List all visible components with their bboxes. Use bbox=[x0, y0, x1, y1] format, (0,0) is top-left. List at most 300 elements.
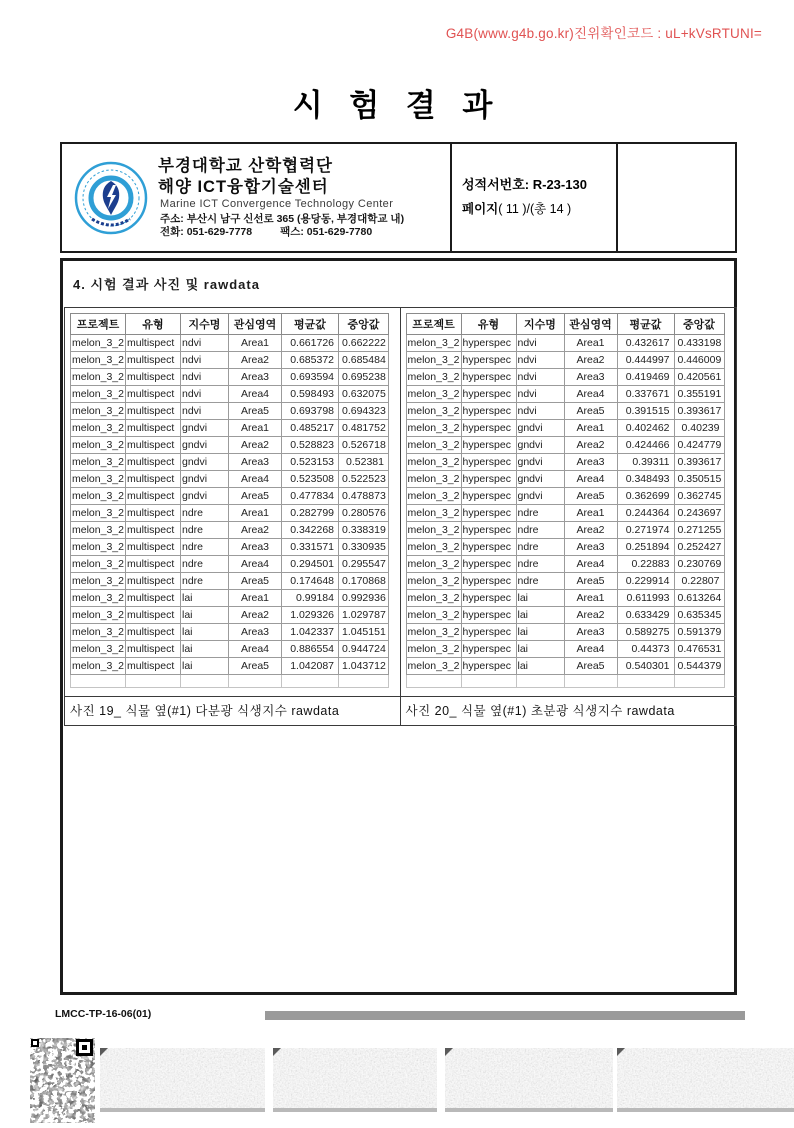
table-cell: 0.243697 bbox=[674, 505, 724, 522]
table-cell: 0.685372 bbox=[282, 352, 339, 369]
table-cell: melon_3_2 bbox=[71, 420, 126, 437]
table-cell: 0.402462 bbox=[617, 420, 674, 437]
table-cell: ndre bbox=[516, 573, 564, 590]
page-label: 페이지 bbox=[462, 202, 499, 216]
university-logo-icon bbox=[74, 161, 148, 235]
results-box bbox=[60, 258, 737, 995]
table-row bbox=[406, 386, 724, 403]
table-cell: ndvi bbox=[516, 369, 564, 386]
table-cell: 0.481752 bbox=[339, 420, 389, 437]
table-row bbox=[406, 573, 724, 590]
table-row bbox=[406, 539, 724, 556]
org-name-en: Marine ICT Convergence Technology Center bbox=[160, 198, 394, 211]
qr-code bbox=[30, 1038, 95, 1123]
table-cell: ndvi bbox=[516, 335, 564, 352]
table-cell: 0.40239 bbox=[674, 420, 724, 437]
table-cell: multispect bbox=[126, 590, 181, 607]
table-cell: 0.598493 bbox=[282, 386, 339, 403]
table-cell: 0.693594 bbox=[282, 369, 339, 386]
table-cell: Area5 bbox=[564, 403, 617, 420]
table-cell: gndvi bbox=[181, 420, 229, 437]
column-header: 평균값 bbox=[282, 314, 339, 335]
column-header: 평균값 bbox=[617, 314, 674, 335]
table-cell: melon_3_2 bbox=[406, 403, 461, 420]
table-row bbox=[71, 539, 389, 556]
table-cell: hyperspec bbox=[461, 573, 516, 590]
table-cell: 0.424466 bbox=[617, 437, 674, 454]
table-cell: 0.694323 bbox=[339, 403, 389, 420]
table-cell: melon_3_2 bbox=[71, 539, 126, 556]
table-cell: ndvi bbox=[181, 352, 229, 369]
table-cell: hyperspec bbox=[461, 607, 516, 624]
multispectral-table-area bbox=[65, 308, 400, 696]
table-cell: hyperspec bbox=[461, 386, 516, 403]
empty-cell bbox=[674, 675, 724, 688]
column-header: 지수명 bbox=[181, 314, 229, 335]
table-cell: ndvi bbox=[181, 403, 229, 420]
table-cell: multispect bbox=[126, 488, 181, 505]
table-cell: multispect bbox=[126, 437, 181, 454]
rawdata-panels bbox=[64, 307, 737, 726]
table-cell: 0.635345 bbox=[674, 607, 724, 624]
table-cell: melon_3_2 bbox=[406, 539, 461, 556]
table-cell: Area2 bbox=[229, 522, 282, 539]
table-cell: 0.271974 bbox=[617, 522, 674, 539]
table-row bbox=[71, 352, 389, 369]
empty-cell bbox=[406, 675, 461, 688]
empty-table-row bbox=[406, 675, 724, 688]
table-cell: 0.294501 bbox=[282, 556, 339, 573]
table-cell: 0.338319 bbox=[339, 522, 389, 539]
table-cell: ndre bbox=[181, 573, 229, 590]
table-cell: gndvi bbox=[181, 471, 229, 488]
table-cell: melon_3_2 bbox=[71, 437, 126, 454]
table-cell: hyperspec bbox=[461, 352, 516, 369]
table-cell: Area4 bbox=[564, 471, 617, 488]
table-row bbox=[406, 369, 724, 386]
report-info-cell bbox=[450, 144, 616, 251]
table-header-row bbox=[406, 314, 724, 335]
table-cell: ndvi bbox=[181, 369, 229, 386]
table-row bbox=[71, 607, 389, 624]
table-row bbox=[71, 556, 389, 573]
table-cell: Area3 bbox=[229, 454, 282, 471]
column-header: 지수명 bbox=[516, 314, 564, 335]
table-cell: 0.632075 bbox=[339, 386, 389, 403]
table-cell: melon_3_2 bbox=[406, 556, 461, 573]
table-cell: melon_3_2 bbox=[71, 590, 126, 607]
table-cell: multispect bbox=[126, 641, 181, 658]
table-cell: Area3 bbox=[229, 624, 282, 641]
barcode-data-block-4 bbox=[617, 1048, 794, 1112]
table-cell: melon_3_2 bbox=[406, 505, 461, 522]
table-cell: 0.685484 bbox=[339, 352, 389, 369]
table-cell: 0.540301 bbox=[617, 658, 674, 675]
table-cell: hyperspec bbox=[461, 522, 516, 539]
letterhead-box bbox=[60, 142, 737, 253]
table-cell: 0.478873 bbox=[339, 488, 389, 505]
table-cell: 0.362745 bbox=[674, 488, 724, 505]
table-row bbox=[71, 488, 389, 505]
table-cell: hyperspec bbox=[461, 505, 516, 522]
barcode-data-block-3 bbox=[445, 1048, 613, 1112]
table-cell: multispect bbox=[126, 505, 181, 522]
table-cell: melon_3_2 bbox=[406, 607, 461, 624]
table-cell: melon_3_2 bbox=[406, 335, 461, 352]
organization-text bbox=[158, 156, 404, 239]
table-row bbox=[71, 369, 389, 386]
barcode-data-block-1 bbox=[100, 1048, 265, 1112]
table-cell: 1.043712 bbox=[339, 658, 389, 675]
hyperspectral-table-area bbox=[401, 308, 737, 696]
empty-cell bbox=[282, 675, 339, 688]
table-cell: melon_3_2 bbox=[406, 420, 461, 437]
table-cell: 0.693798 bbox=[282, 403, 339, 420]
table-header-row bbox=[71, 314, 389, 335]
table-row bbox=[406, 420, 724, 437]
table-cell: hyperspec bbox=[461, 403, 516, 420]
table-cell: 0.229914 bbox=[617, 573, 674, 590]
table-cell: Area4 bbox=[564, 556, 617, 573]
table-cell: melon_3_2 bbox=[406, 471, 461, 488]
table-cell: 0.39311 bbox=[617, 454, 674, 471]
table-cell: 0.544379 bbox=[674, 658, 724, 675]
page-title: 시 험 결 과 bbox=[292, 88, 502, 123]
table-cell: Area3 bbox=[564, 539, 617, 556]
table-cell: 1.042087 bbox=[282, 658, 339, 675]
column-header: 유형 bbox=[461, 314, 516, 335]
table-cell: hyperspec bbox=[461, 471, 516, 488]
table-cell: Area3 bbox=[564, 624, 617, 641]
table-cell: multispect bbox=[126, 658, 181, 675]
table-cell: gndvi bbox=[516, 454, 564, 471]
table-cell: Area1 bbox=[229, 335, 282, 352]
table-cell: 0.393617 bbox=[674, 454, 724, 471]
table-cell: 0.330935 bbox=[339, 539, 389, 556]
table-cell: melon_3_2 bbox=[406, 590, 461, 607]
table-cell: melon_3_2 bbox=[406, 386, 461, 403]
table-cell: melon_3_2 bbox=[71, 607, 126, 624]
table-cell: lai bbox=[181, 658, 229, 675]
table-cell: melon_3_2 bbox=[71, 386, 126, 403]
table-cell: ndre bbox=[516, 539, 564, 556]
table-cell: ndre bbox=[181, 522, 229, 539]
table-cell: gndvi bbox=[181, 488, 229, 505]
table-cell: multispect bbox=[126, 454, 181, 471]
table-cell: Area2 bbox=[229, 352, 282, 369]
table-cell: hyperspec bbox=[461, 624, 516, 641]
table-cell: ndvi bbox=[516, 386, 564, 403]
table-cell: Area3 bbox=[229, 369, 282, 386]
table-cell: melon_3_2 bbox=[406, 369, 461, 386]
verification-code: G4B(www.g4b.go.kr)진위확인코드 : uL+kVsRTUNI= bbox=[445, 26, 762, 41]
table-cell: melon_3_2 bbox=[406, 624, 461, 641]
table-cell: 1.029326 bbox=[282, 607, 339, 624]
table-row bbox=[71, 573, 389, 590]
table-cell: Area2 bbox=[564, 607, 617, 624]
table-cell: 0.252427 bbox=[674, 539, 724, 556]
table-cell: 1.042337 bbox=[282, 624, 339, 641]
table-cell: 0.52381 bbox=[339, 454, 389, 471]
table-cell: Area4 bbox=[229, 641, 282, 658]
table-cell: Area1 bbox=[229, 505, 282, 522]
org-name-kr-1: 부경대학교 산학협력단 bbox=[158, 156, 333, 175]
table-cell: multispect bbox=[126, 539, 181, 556]
table-cell: melon_3_2 bbox=[71, 522, 126, 539]
table-cell: lai bbox=[516, 607, 564, 624]
hyperspectral-panel bbox=[401, 308, 737, 725]
table-row bbox=[406, 522, 724, 539]
empty-cell bbox=[229, 675, 282, 688]
table-cell: Area2 bbox=[229, 437, 282, 454]
table-row bbox=[71, 658, 389, 675]
table-row bbox=[406, 403, 724, 420]
empty-header-cell bbox=[616, 144, 735, 251]
table-cell: hyperspec bbox=[461, 658, 516, 675]
table-cell: hyperspec bbox=[461, 539, 516, 556]
page-indicator bbox=[462, 199, 610, 217]
table-cell: 0.944724 bbox=[339, 641, 389, 658]
table-row bbox=[406, 488, 724, 505]
column-header: 관심영역 bbox=[229, 314, 282, 335]
caption-photo-19: 사진 19_ 식물 옆(#1) 다분광 식생지수 rawdata bbox=[65, 696, 400, 725]
table-row bbox=[406, 454, 724, 471]
table-cell: multispect bbox=[126, 335, 181, 352]
table-row bbox=[406, 471, 724, 488]
table-cell: 0.331571 bbox=[282, 539, 339, 556]
table-cell: 0.886554 bbox=[282, 641, 339, 658]
table-cell: 0.22883 bbox=[617, 556, 674, 573]
table-cell: multispect bbox=[126, 556, 181, 573]
table-cell: 0.282799 bbox=[282, 505, 339, 522]
footer-divider-bar bbox=[265, 1011, 745, 1020]
table-cell: 0.444997 bbox=[617, 352, 674, 369]
table-cell: ndvi bbox=[516, 352, 564, 369]
empty-cell bbox=[617, 675, 674, 688]
column-header: 중앙값 bbox=[339, 314, 389, 335]
table-cell: melon_3_2 bbox=[71, 641, 126, 658]
table-cell: 0.695238 bbox=[339, 369, 389, 386]
table-cell: multispect bbox=[126, 624, 181, 641]
table-cell: 0.523153 bbox=[282, 454, 339, 471]
table-cell: melon_3_2 bbox=[71, 403, 126, 420]
table-cell: melon_3_2 bbox=[71, 352, 126, 369]
table-cell: Area1 bbox=[564, 335, 617, 352]
table-row bbox=[406, 658, 724, 675]
table-cell: Area5 bbox=[564, 658, 617, 675]
table-row bbox=[71, 471, 389, 488]
table-cell: 0.485217 bbox=[282, 420, 339, 437]
table-cell: 0.446009 bbox=[674, 352, 724, 369]
empty-cell bbox=[516, 675, 564, 688]
table-cell: hyperspec bbox=[461, 437, 516, 454]
table-cell: multispect bbox=[126, 352, 181, 369]
empty-cell bbox=[126, 675, 181, 688]
table-cell: 0.174648 bbox=[282, 573, 339, 590]
table-cell: 0.424779 bbox=[674, 437, 724, 454]
table-cell: 0.523508 bbox=[282, 471, 339, 488]
page-numbers: ( 11 )/(총 14 ) bbox=[498, 202, 572, 216]
table-cell: lai bbox=[516, 658, 564, 675]
table-cell: melon_3_2 bbox=[406, 573, 461, 590]
caption-photo-20: 사진 20_ 식물 옆(#1) 초분광 식생지수 rawdata bbox=[401, 696, 737, 725]
table-cell: melon_3_2 bbox=[71, 488, 126, 505]
table-row bbox=[406, 590, 724, 607]
table-cell: 0.613264 bbox=[674, 590, 724, 607]
table-cell: hyperspec bbox=[461, 335, 516, 352]
table-cell: lai bbox=[181, 607, 229, 624]
table-cell: ndre bbox=[516, 556, 564, 573]
table-cell: 0.348493 bbox=[617, 471, 674, 488]
table-cell: melon_3_2 bbox=[71, 658, 126, 675]
table-cell: Area4 bbox=[229, 386, 282, 403]
table-cell: 0.271255 bbox=[674, 522, 724, 539]
table-row bbox=[71, 437, 389, 454]
table-cell: 0.295547 bbox=[339, 556, 389, 573]
table-cell: ndvi bbox=[181, 386, 229, 403]
table-cell: melon_3_2 bbox=[71, 505, 126, 522]
empty-cell bbox=[181, 675, 229, 688]
table-cell: 0.528823 bbox=[282, 437, 339, 454]
table-row bbox=[71, 386, 389, 403]
table-cell: 0.99184 bbox=[282, 590, 339, 607]
table-row bbox=[406, 641, 724, 658]
table-cell: 0.393617 bbox=[674, 403, 724, 420]
table-cell: melon_3_2 bbox=[406, 641, 461, 658]
table-cell: Area2 bbox=[564, 522, 617, 539]
table-cell: Area3 bbox=[564, 369, 617, 386]
table-cell: Area3 bbox=[564, 454, 617, 471]
table-row bbox=[71, 505, 389, 522]
table-cell: melon_3_2 bbox=[71, 454, 126, 471]
table-cell: hyperspec bbox=[461, 488, 516, 505]
org-phone: 전화: 051-629-7778 bbox=[160, 226, 253, 238]
table-cell: gndvi bbox=[516, 471, 564, 488]
table-row bbox=[406, 624, 724, 641]
column-header: 중앙값 bbox=[674, 314, 724, 335]
table-cell: 0.337671 bbox=[617, 386, 674, 403]
table-cell: 0.251894 bbox=[617, 539, 674, 556]
table-cell: 0.391515 bbox=[617, 403, 674, 420]
table-cell: 0.342268 bbox=[282, 522, 339, 539]
table-cell: lai bbox=[516, 590, 564, 607]
table-cell: multispect bbox=[126, 471, 181, 488]
table-row bbox=[406, 335, 724, 352]
section-title: 4. 시험 결과 사진 및 rawdata bbox=[73, 277, 260, 292]
table-cell: hyperspec bbox=[461, 369, 516, 386]
organization-cell bbox=[62, 144, 450, 251]
table-cell: 0.244364 bbox=[617, 505, 674, 522]
table-cell: gndvi bbox=[516, 488, 564, 505]
table-cell: Area5 bbox=[229, 488, 282, 505]
table-cell: lai bbox=[516, 624, 564, 641]
table-cell: Area1 bbox=[564, 505, 617, 522]
empty-cell bbox=[461, 675, 516, 688]
table-cell: 0.432617 bbox=[617, 335, 674, 352]
table-row bbox=[406, 352, 724, 369]
table-cell: melon_3_2 bbox=[406, 522, 461, 539]
table-cell: lai bbox=[181, 624, 229, 641]
table-cell: 0.611993 bbox=[617, 590, 674, 607]
column-header: 유형 bbox=[126, 314, 181, 335]
table-cell: Area5 bbox=[229, 573, 282, 590]
column-header: 관심영역 bbox=[564, 314, 617, 335]
table-row bbox=[406, 505, 724, 522]
table-cell: Area1 bbox=[564, 420, 617, 437]
table-row bbox=[406, 437, 724, 454]
table-cell: gndvi bbox=[181, 437, 229, 454]
table-cell: 0.355191 bbox=[674, 386, 724, 403]
table-cell: melon_3_2 bbox=[71, 573, 126, 590]
table-cell: melon_3_2 bbox=[71, 471, 126, 488]
table-cell: hyperspec bbox=[461, 556, 516, 573]
table-cell: multispect bbox=[126, 573, 181, 590]
org-phone-fax bbox=[160, 226, 404, 239]
table-cell: hyperspec bbox=[461, 454, 516, 471]
table-cell: 0.476531 bbox=[674, 641, 724, 658]
table-cell: gndvi bbox=[516, 420, 564, 437]
table-cell: Area4 bbox=[229, 556, 282, 573]
table-cell: multispect bbox=[126, 403, 181, 420]
column-header: 프로젝트 bbox=[406, 314, 461, 335]
table-cell: lai bbox=[181, 641, 229, 658]
table-cell: melon_3_2 bbox=[406, 488, 461, 505]
table-cell: multispect bbox=[126, 420, 181, 437]
table-row bbox=[71, 335, 389, 352]
table-row bbox=[71, 420, 389, 437]
table-cell: Area2 bbox=[564, 437, 617, 454]
table-cell: Area4 bbox=[564, 386, 617, 403]
document-form-code: LMCC-TP-16-06(01) bbox=[55, 1008, 152, 1020]
table-cell: lai bbox=[516, 641, 564, 658]
table-cell: ndre bbox=[181, 556, 229, 573]
table-cell: 0.433198 bbox=[674, 335, 724, 352]
org-address: 주소: 부산시 남구 신선로 365 (용당동, 부경대학교 내) bbox=[160, 212, 405, 225]
empty-cell bbox=[564, 675, 617, 688]
table-cell: Area2 bbox=[229, 607, 282, 624]
table-cell: 0.662222 bbox=[339, 335, 389, 352]
table-cell: gndvi bbox=[516, 437, 564, 454]
empty-table-row bbox=[71, 675, 389, 688]
table-row bbox=[71, 454, 389, 471]
table-row bbox=[406, 556, 724, 573]
table-cell: multispect bbox=[126, 369, 181, 386]
table-cell: ndre bbox=[181, 505, 229, 522]
table-cell: multispect bbox=[126, 522, 181, 539]
table-cell: melon_3_2 bbox=[406, 658, 461, 675]
table-cell: 0.44373 bbox=[617, 641, 674, 658]
barcode-data-block-2 bbox=[273, 1048, 437, 1112]
table-cell: 0.633429 bbox=[617, 607, 674, 624]
table-cell: melon_3_2 bbox=[406, 454, 461, 471]
table-cell: 1.029787 bbox=[339, 607, 389, 624]
table-cell: 0.280576 bbox=[339, 505, 389, 522]
org-fax: 팩스: 051-629-7780 bbox=[280, 226, 373, 238]
table-cell: hyperspec bbox=[461, 590, 516, 607]
table-cell: 0.992936 bbox=[339, 590, 389, 607]
table-cell: multispect bbox=[126, 386, 181, 403]
table-row bbox=[71, 403, 389, 420]
table-cell: 0.350515 bbox=[674, 471, 724, 488]
table-cell: Area5 bbox=[564, 488, 617, 505]
table-cell: 0.362699 bbox=[617, 488, 674, 505]
table-cell: 0.661726 bbox=[282, 335, 339, 352]
table-cell: multispect bbox=[126, 607, 181, 624]
table-cell: Area1 bbox=[229, 420, 282, 437]
org-name-kr-2: 해양 ICT융합기술센터 bbox=[158, 177, 329, 196]
table-cell: melon_3_2 bbox=[406, 437, 461, 454]
table-cell: 0.526718 bbox=[339, 437, 389, 454]
